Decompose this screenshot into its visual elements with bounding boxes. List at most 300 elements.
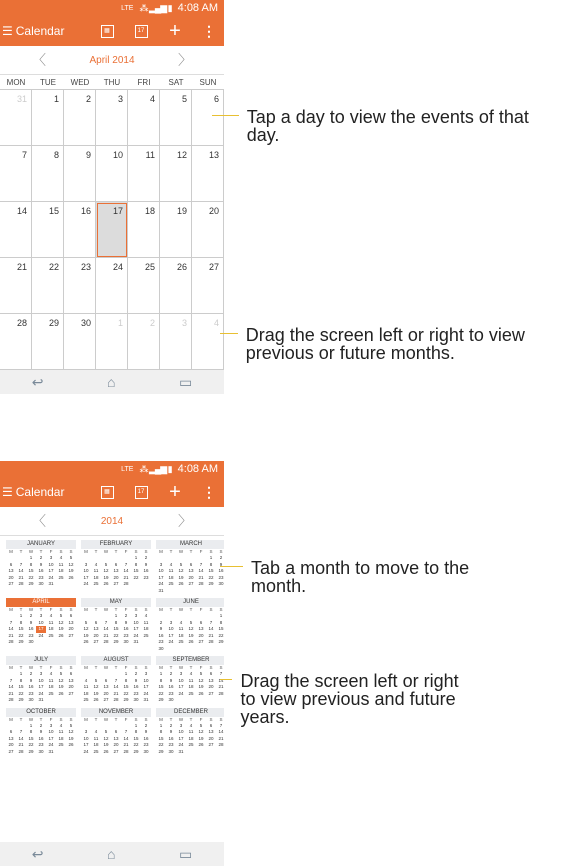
mini-day: 5 — [189, 619, 193, 625]
mini-day: 10 — [38, 619, 44, 625]
mini-weekday: W — [178, 665, 184, 670]
mini-day: 13 — [68, 619, 74, 625]
mini-day: 4 — [84, 677, 88, 683]
mini-weekday: W — [28, 716, 34, 722]
mini-day: 18 — [48, 684, 54, 689]
mini-month[interactable] — [6, 598, 76, 652]
mini-day: 2 — [219, 555, 223, 560]
year-view-screen — [0, 461, 224, 866]
mini-day: 13 — [103, 684, 109, 689]
mini-day: 11 — [48, 619, 54, 625]
mini-day: 16 — [143, 568, 149, 573]
mini-day: 24 — [38, 632, 44, 638]
mini-day: 22 — [133, 574, 139, 580]
mini-month[interactable] — [81, 708, 151, 756]
mini-day: 29 — [208, 581, 214, 586]
mini-weekday: T — [189, 716, 193, 722]
mini-day: 27 — [198, 639, 204, 644]
mini-month[interactable] — [156, 540, 224, 594]
mini-day: 4 — [189, 722, 193, 728]
mini-day: 13 — [8, 735, 14, 741]
day-cell[interactable]: 8 — [32, 146, 64, 202]
day-cell[interactable]: 5 — [160, 90, 192, 146]
mini-day: 23 — [168, 690, 174, 696]
home-icon[interactable]: ⌂ — [107, 846, 116, 862]
mini-day: 14 — [113, 684, 119, 689]
mini-day: 16 — [123, 626, 129, 631]
mini-month[interactable] — [81, 656, 151, 704]
mini-month-title: JUNE — [156, 598, 224, 607]
mini-day: 15 — [113, 626, 119, 631]
mini-day: 30 — [38, 748, 44, 754]
mini-day: 7 — [219, 722, 223, 728]
mini-day: 13 — [208, 729, 214, 734]
mini-month-title: MAY — [81, 598, 151, 607]
mini-day: 15 — [158, 684, 164, 689]
mini-weekday: T — [189, 549, 193, 554]
mini-day: 9 — [29, 619, 33, 625]
mini-day: 24 — [48, 742, 54, 747]
mini-day: 13 — [113, 735, 119, 741]
mini-day: 8 — [19, 677, 23, 683]
month-view-screen — [0, 0, 224, 394]
mini-day: 26 — [93, 697, 99, 702]
mini-days — [6, 555, 76, 588]
mini-weekday: T — [94, 716, 98, 722]
mini-day: 10 — [168, 626, 174, 631]
mini-weekday: W — [103, 716, 109, 722]
mini-day: 18 — [58, 568, 64, 573]
callout-line — [220, 566, 243, 567]
day-cell[interactable]: 27 — [192, 258, 224, 314]
status-bar — [0, 0, 224, 16]
mini-day: 5 — [69, 555, 73, 560]
day-cell[interactable]: 22 — [32, 258, 64, 314]
prev-month-icon[interactable]: 〈 — [32, 52, 46, 68]
day-cell[interactable]: 19 — [160, 202, 192, 258]
app-title: Calendar — [15, 24, 65, 38]
mini-month[interactable] — [81, 540, 151, 594]
mini-day: 1 — [114, 613, 118, 618]
day-cell[interactable]: 11 — [128, 146, 160, 202]
mini-weekday: T — [19, 716, 23, 722]
mini-day: 28 — [198, 581, 204, 586]
mini-weekday: M — [84, 716, 88, 722]
mini-day: 10 — [83, 568, 89, 573]
mini-day: 15 — [28, 735, 34, 741]
mini-weekday: S — [134, 716, 138, 722]
day-cell[interactable]: 23 — [64, 258, 96, 314]
mini-day: 8 — [159, 729, 163, 734]
app-menu[interactable] — [2, 485, 64, 499]
mini-day: 5 — [199, 722, 203, 728]
mini-day: 10 — [133, 619, 139, 625]
mini-day: 22 — [123, 690, 129, 696]
mini-weekday: S — [69, 665, 73, 670]
mini-day: 1 — [159, 671, 163, 676]
mini-day: 4 — [59, 555, 63, 560]
mini-day: 20 — [8, 574, 14, 580]
network-label: LTE — [121, 465, 134, 473]
mini-day: 29 — [18, 697, 24, 702]
add-event-icon[interactable]: + — [169, 481, 181, 503]
mini-day: 3 — [84, 729, 88, 734]
mini-day: 15 — [18, 684, 24, 689]
mini-day: 16 — [168, 735, 174, 741]
mini-day: 11 — [93, 735, 99, 741]
mini-day: 28 — [18, 748, 24, 754]
mini-day: 15 — [158, 735, 164, 741]
mini-day: 3 — [39, 613, 43, 618]
mini-weekday: T — [94, 549, 98, 554]
mini-day: 12 — [58, 677, 64, 683]
day-cell[interactable]: 16 — [64, 202, 96, 258]
mini-weekday: S — [69, 549, 73, 554]
mini-day: 7 — [219, 671, 223, 676]
mini-day: 23 — [28, 690, 34, 696]
mini-day: 14 — [198, 568, 204, 573]
mini-day: 20 — [93, 632, 99, 638]
mini-day: 29 — [28, 748, 34, 754]
mini-day: 1 — [134, 722, 138, 728]
mini-day: 21 — [18, 742, 24, 747]
mini-day: 26 — [58, 690, 64, 696]
mini-day: 28 — [123, 581, 129, 586]
add-event-icon[interactable]: + — [169, 20, 181, 42]
mini-day: 11 — [58, 561, 64, 567]
mini-day: 1 — [19, 671, 23, 676]
mini-weekday: T — [19, 665, 23, 670]
day-cell[interactable]: 2 — [128, 314, 160, 370]
mini-day: 7 — [124, 729, 128, 734]
day-cell[interactable]: 15 — [32, 202, 64, 258]
mini-day: 12 — [83, 626, 89, 631]
recent-apps-icon[interactable]: ▭ — [178, 845, 193, 862]
today-icon[interactable]: 17 — [134, 485, 148, 499]
mini-day: 13 — [93, 626, 99, 631]
mini-day: 7 — [9, 677, 13, 683]
mini-day: 11 — [168, 568, 174, 573]
mini-day: 15 — [133, 735, 139, 741]
mini-month[interactable] — [6, 656, 76, 704]
view-toggle-icon[interactable]: ▦ — [100, 24, 114, 38]
mini-day: 28 — [208, 639, 214, 644]
mini-day: 22 — [28, 574, 34, 580]
mini-day: 4 — [189, 671, 193, 676]
mini-month[interactable] — [156, 656, 224, 704]
month-grid — [0, 90, 224, 370]
mini-day: 8 — [134, 561, 138, 567]
mini-day: 28 — [123, 748, 129, 754]
mini-day: 15 — [18, 626, 24, 631]
mini-day: 10 — [48, 729, 54, 734]
mini-weekday: W — [178, 549, 184, 554]
mini-day: 5 — [104, 561, 108, 567]
mini-day: 25 — [93, 748, 99, 754]
mini-weekday: T — [94, 607, 98, 612]
day-cell[interactable]: 30 — [64, 314, 96, 370]
mini-day: 26 — [103, 748, 109, 754]
mini-day: 22 — [208, 574, 214, 580]
day-cell[interactable]: 4 — [128, 90, 160, 146]
mini-day: 9 — [124, 619, 128, 625]
mini-day: 21 — [8, 632, 14, 638]
mini-weekday: S — [69, 607, 73, 612]
mini-day: 26 — [83, 639, 89, 644]
overflow-menu-icon[interactable]: ⋮ — [202, 484, 216, 500]
mini-month[interactable] — [6, 540, 76, 594]
mini-weekday: T — [114, 716, 118, 722]
day-cell[interactable]: 26 — [160, 258, 192, 314]
mini-day: 6 — [69, 671, 73, 676]
mini-day: 7 — [19, 561, 23, 567]
mini-weekday: F — [124, 665, 128, 670]
mini-days — [156, 613, 224, 652]
clock: 4:08 AM — [177, 2, 218, 14]
mini-day: 17 — [158, 574, 164, 580]
mini-day: 26 — [198, 742, 204, 747]
mini-day: 27 — [208, 742, 214, 747]
prev-year-icon[interactable]: 〈 — [32, 513, 46, 529]
view-toggle-icon[interactable]: ▦ — [100, 485, 114, 499]
day-cell[interactable]: 4 — [192, 314, 224, 370]
mini-day: 4 — [94, 729, 98, 734]
mini-day: 27 — [8, 581, 14, 586]
mini-day: 12 — [103, 735, 109, 741]
mini-day: 10 — [178, 677, 184, 683]
mini-day: 12 — [198, 729, 204, 734]
callout-text: Drag the screen left or right to view previous or future months. — [245, 325, 525, 363]
mini-day: 17 — [38, 684, 44, 689]
mini-day: 29 — [158, 697, 164, 702]
day-cell[interactable]: 21 — [0, 258, 32, 314]
mini-day: 4 — [179, 619, 183, 625]
mini-day: 2 — [169, 671, 173, 676]
mini-day: 16 — [143, 735, 149, 741]
mini-month[interactable] — [6, 708, 76, 756]
mini-day: 12 — [188, 626, 194, 631]
mini-day: 1 — [29, 722, 33, 728]
mini-weekday: F — [199, 607, 203, 612]
mini-day: 12 — [68, 729, 74, 734]
mini-weekday: T — [19, 549, 23, 554]
mini-day: 8 — [114, 619, 118, 625]
mini-days — [81, 671, 151, 704]
back-icon[interactable]: ↩ — [31, 373, 44, 390]
mini-day: 2 — [39, 722, 43, 728]
mini-day: 9 — [39, 561, 43, 567]
signal-icon: ⁂ ▂▄▆ ▮ — [139, 463, 172, 474]
mini-day: 16 — [133, 684, 139, 689]
mini-month[interactable] — [156, 708, 224, 756]
mini-month-title: MARCH — [156, 540, 224, 549]
day-cell[interactable]: 24 — [96, 258, 128, 314]
recent-apps-icon[interactable]: ▭ — [178, 373, 193, 390]
day-cell[interactable]: 28 — [0, 314, 32, 370]
mini-day: 31 — [133, 639, 139, 644]
weekday-label: WED — [70, 77, 90, 87]
day-cell-selected[interactable]: 17 — [96, 202, 128, 258]
mini-day: 28 — [18, 581, 24, 586]
mini-weekday: M — [84, 549, 88, 554]
mini-month-title: SEPTEMBER — [156, 656, 224, 665]
mini-day: 12 — [68, 561, 74, 567]
system-nav-bar — [0, 370, 224, 394]
home-icon[interactable]: ⌂ — [107, 374, 116, 390]
callout-drag-years — [220, 672, 460, 726]
mini-day: 19 — [198, 735, 204, 741]
back-icon[interactable]: ↩ — [31, 845, 44, 862]
mini-day: 29 — [28, 581, 34, 586]
mini-weekday: M — [84, 607, 88, 612]
mini-month[interactable] — [81, 598, 151, 652]
mini-day: 25 — [58, 742, 64, 747]
signal-icon: ⁂ ▂▄▆ ▮ — [139, 2, 172, 13]
day-cell[interactable]: 1 — [32, 90, 64, 146]
mini-weekday: M — [159, 665, 163, 670]
mini-weekday: F — [199, 665, 203, 670]
mini-day: 21 — [8, 690, 14, 696]
mini-day: 5 — [84, 619, 88, 625]
mini-day: 24 — [83, 581, 89, 586]
mini-day: 26 — [198, 690, 204, 696]
action-bar — [0, 477, 224, 507]
mini-weekday: T — [114, 665, 118, 670]
mini-day: 3 — [49, 555, 53, 560]
mini-day: 2 — [124, 613, 128, 618]
mini-day: 6 — [9, 561, 13, 567]
mini-day: 7 — [19, 729, 23, 734]
mini-day: 24 — [178, 742, 184, 747]
mini-day: 23 — [143, 574, 149, 580]
mini-day: 21 — [218, 735, 224, 741]
day-cell[interactable]: 2 — [64, 90, 96, 146]
mini-day: 22 — [158, 742, 164, 747]
mini-day: 17 — [36, 626, 46, 633]
mini-weekday: S — [219, 549, 223, 554]
mini-weekday: S — [209, 665, 213, 670]
mini-day: 18 — [143, 626, 149, 631]
mini-day: 6 — [104, 677, 108, 683]
callout-text: Tab a month to move to the month. — [251, 558, 470, 596]
mini-weekday: F — [124, 549, 128, 554]
mini-day: 25 — [178, 639, 184, 644]
mini-day: 18 — [188, 684, 194, 689]
today-icon[interactable]: 17 — [134, 24, 148, 38]
mini-day: 26 — [103, 581, 109, 586]
day-cell[interactable]: 6 — [192, 90, 224, 146]
mini-day: 23 — [218, 574, 224, 580]
day-cell[interactable]: 10 — [96, 146, 128, 202]
mini-day: 5 — [59, 613, 63, 618]
mini-day: 11 — [188, 729, 194, 734]
day-cell[interactable]: 3 — [96, 90, 128, 146]
day-cell[interactable]: 12 — [160, 146, 192, 202]
mini-month-title: JANUARY — [6, 540, 76, 549]
mini-weekday: S — [69, 716, 73, 722]
mini-day: 15 — [218, 626, 224, 631]
next-year-icon[interactable]: 〉 — [178, 513, 192, 529]
mini-day: 11 — [48, 677, 54, 683]
mini-day: 15 — [123, 684, 129, 689]
month-nav — [0, 46, 224, 75]
mini-day: 9 — [29, 677, 33, 683]
day-cell[interactable]: 13 — [192, 146, 224, 202]
mini-weekday: M — [9, 607, 13, 612]
mini-day: 25 — [93, 581, 99, 586]
mini-month[interactable] — [156, 598, 224, 652]
mini-day: 20 — [113, 742, 119, 747]
mini-day: 17 — [48, 735, 54, 741]
mini-day: 1 — [124, 671, 128, 676]
mini-weekday: S — [144, 665, 148, 670]
mini-day: 4 — [59, 722, 63, 728]
mini-weekday: W — [178, 716, 184, 722]
mini-day: 30 — [158, 645, 164, 651]
mini-day: 18 — [93, 742, 99, 747]
mini-day: 25 — [168, 581, 174, 586]
next-month-icon[interactable]: 〉 — [178, 52, 192, 68]
app-menu[interactable] — [2, 24, 64, 38]
mini-day: 21 — [123, 574, 129, 580]
mini-day: 22 — [28, 742, 34, 747]
mini-day: 19 — [178, 574, 184, 580]
day-cell[interactable]: 7 — [0, 146, 32, 202]
mini-weekday: T — [169, 716, 173, 722]
mini-day: 30 — [123, 639, 129, 644]
mini-day: 19 — [58, 626, 64, 631]
mini-day: 19 — [58, 684, 64, 689]
day-cell[interactable]: 31 — [0, 90, 32, 146]
mini-day: 25 — [143, 632, 149, 638]
mini-day: 14 — [8, 626, 14, 631]
mini-weekday: W — [103, 549, 109, 554]
mini-day: 18 — [58, 735, 64, 741]
mini-weekday: T — [189, 607, 193, 612]
day-cell[interactable]: 1 — [96, 314, 128, 370]
mini-day: 12 — [178, 568, 184, 573]
mini-weekday: S — [134, 607, 138, 612]
day-cell[interactable]: 18 — [128, 202, 160, 258]
day-cell[interactable]: 25 — [128, 258, 160, 314]
mini-day: 25 — [48, 632, 54, 638]
callout-text: Tap a day to view the events of that day. — [246, 107, 529, 145]
mini-weekday: M — [159, 716, 163, 722]
mini-day: 21 — [208, 632, 214, 638]
app-title: Calendar — [15, 485, 65, 499]
day-cell[interactable]: 20 — [192, 202, 224, 258]
mini-day: 31 — [143, 697, 149, 702]
day-cell[interactable]: 14 — [0, 202, 32, 258]
mini-day: 22 — [218, 632, 224, 638]
mini-day: 23 — [133, 690, 139, 696]
mini-day: 11 — [83, 684, 89, 689]
day-cell[interactable]: 3 — [160, 314, 192, 370]
mini-day: 16 — [38, 735, 44, 741]
mini-day: 26 — [188, 639, 194, 644]
callout-tab-month — [220, 559, 480, 595]
mini-day: 19 — [103, 574, 109, 580]
mini-day: 8 — [19, 619, 23, 625]
day-cell[interactable]: 29 — [32, 314, 64, 370]
mini-day: 3 — [134, 613, 138, 618]
day-cell[interactable]: 9 — [64, 146, 96, 202]
mini-weekday: W — [28, 665, 34, 670]
mini-day: 6 — [69, 613, 73, 618]
overflow-menu-icon[interactable]: ⋮ — [202, 23, 216, 39]
mini-weekday: T — [114, 549, 118, 554]
mini-day: 24 — [38, 690, 44, 696]
